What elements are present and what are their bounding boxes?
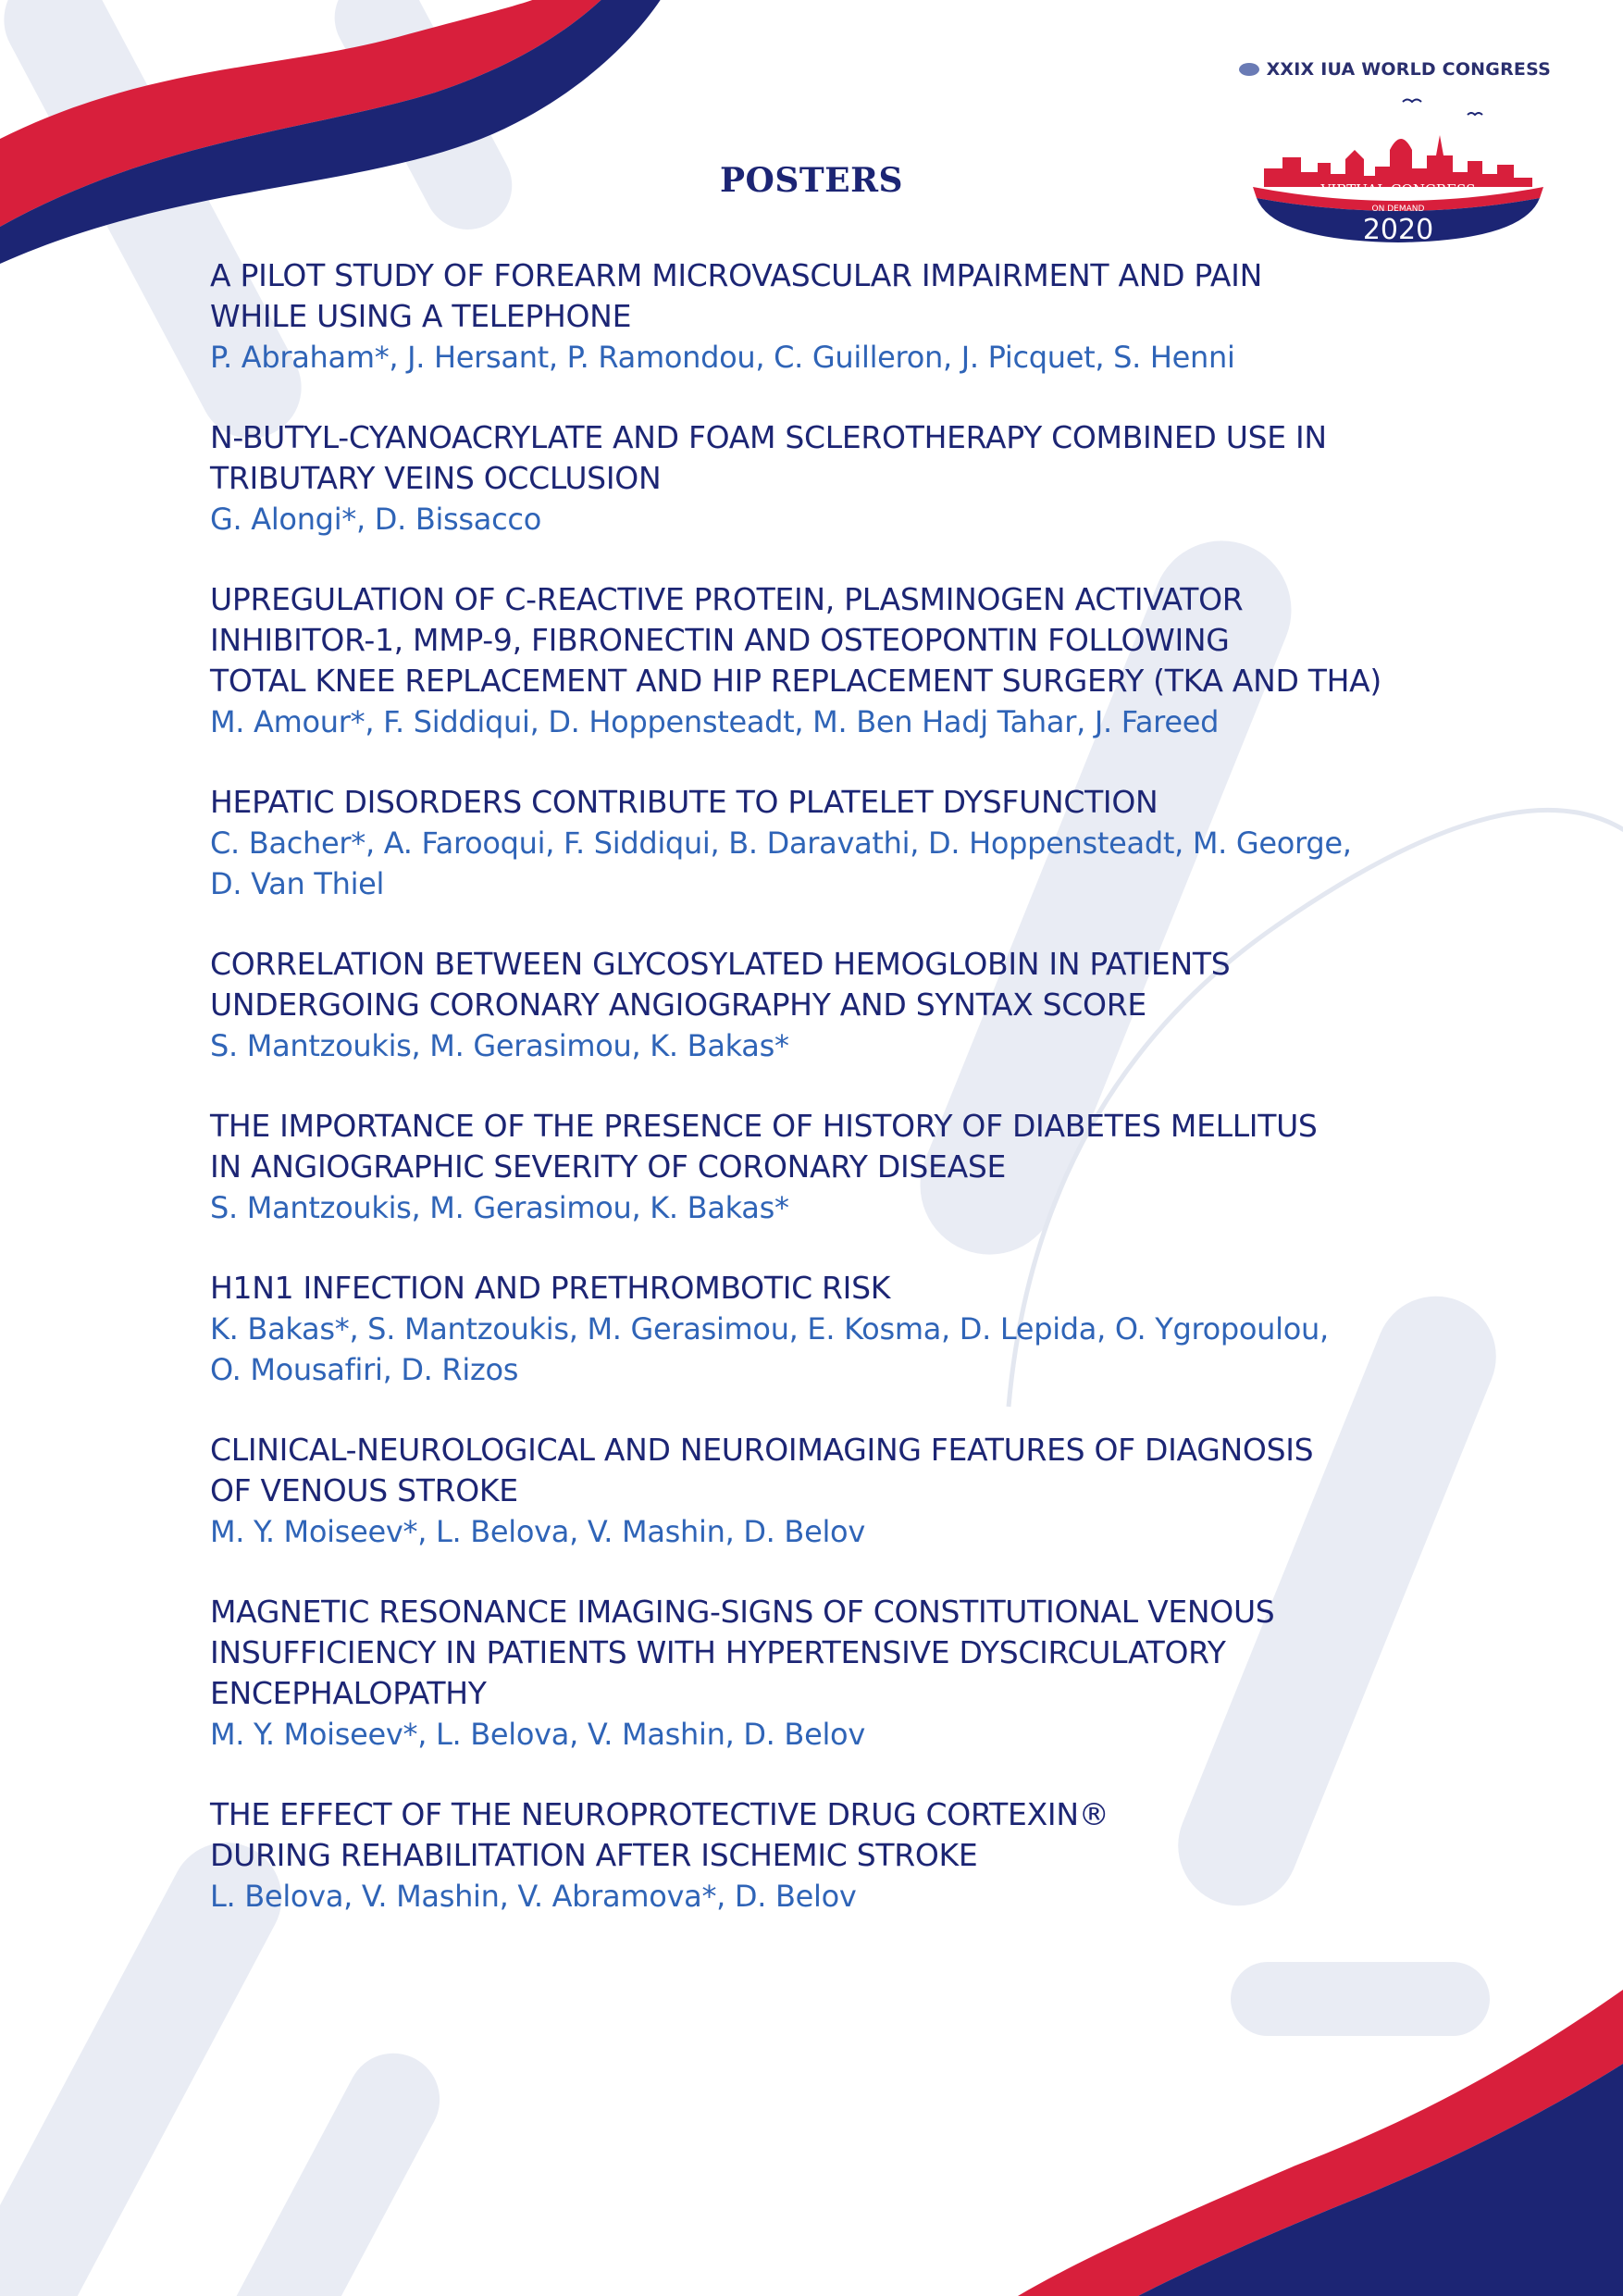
poster-title: THE EFFECT OF THE NEUROPROTECTIVE DRUG CORTEXIN® DURING REHABILITATION AFTER ISCHEMIC STROKE (210, 1796, 1109, 1873)
logo-year: 2020 (1362, 214, 1434, 242)
poster-entry (210, 579, 1524, 742)
globe-icon (1239, 63, 1259, 76)
logo-virtual-congress: VIRTUAL CONGRESS (1320, 181, 1476, 198)
poster-title: N-BUTYL-CYANOACRYLATE AND FOAM SCLEROTHERAPY COMBINED USE IN TRIBUTARY VEINS OCCLUSION (210, 419, 1327, 496)
logo-title-text: XXIX IUA WORLD CONGRESS (1266, 59, 1551, 80)
poster-authors: M. Y. Moiseev*, L. Belova, V. Mashin, D. Belov (210, 1717, 865, 1752)
poster-title: H1N1 INFECTION AND PRETHROMBOTIC RISK (210, 1270, 891, 1306)
section-title: POSTERS (719, 161, 904, 200)
poster-authors: M. Amour*, F. Siddiqui, D. Hoppensteadt, M. Ben Hadj Tahar, J. Fareed (210, 704, 1220, 739)
poster-entry (210, 944, 1524, 1066)
logo-title (1239, 59, 1551, 80)
logo-on-demand: ON DEMAND (1371, 205, 1425, 214)
poster-title: HEPATIC DISORDERS CONTRIBUTE TO PLATELET DYSFUNCTION (210, 784, 1158, 820)
poster-entry (210, 1268, 1524, 1390)
congress-logo (1236, 57, 1551, 242)
poster-title: MAGNETIC RESONANCE IMAGING-SIGNS OF CONSTITUTIONAL VENOUS INSUFFICIENCY IN PATIENTS WITH HYPERTENSIVE DYSCIRCULATORY ENCEPHALOPATHY (210, 1594, 1275, 1711)
poster-entry (210, 782, 1524, 904)
poster-entry (210, 417, 1524, 540)
poster-title: A PILOT STUDY OF FOREARM MICROVASCULAR IMPAIRMENT AND PAIN WHILE USING A TELEPHONE (210, 257, 1263, 334)
poster-authors: P. Abraham*, J. Hersant, P. Ramondou, C. Guilleron, J. Picquet, S. Henni (210, 340, 1235, 375)
poster-title: CLINICAL-NEUROLOGICAL AND NEUROIMAGING FEATURES OF DIAGNOSIS OF VENOUS STROKE (210, 1432, 1314, 1508)
poster-title: UPREGULATION OF C-REACTIVE PROTEIN, PLASMINOGEN ACTIVATOR INHIBITOR-1, MMP-9, FIBRONECTIN AND OSTEOPONTIN FOLLOWING TOTAL KNEE REPLACEMENT AND HIP REPLACEMENT SURGERY (TKA AND THA) (210, 581, 1381, 699)
poster-entry (210, 1106, 1524, 1228)
poster-authors: S. Mantzoukis, M. Gerasimou, K. Bakas* (210, 1190, 789, 1225)
poster-entry (210, 1794, 1524, 1917)
poster-authors: S. Mantzoukis, M. Gerasimou, K. Bakas* (210, 1028, 789, 1063)
poster-entry (210, 1430, 1524, 1552)
poster-authors: G. Alongi*, D. Bissacco (210, 502, 541, 537)
poster-authors: M. Y. Moiseev*, L. Belova, V. Mashin, D. Belov (210, 1514, 865, 1549)
poster-authors: L. Belova, V. Mashin, V. Abramova*, D. Belov (210, 1879, 857, 1914)
poster-title: THE IMPORTANCE OF THE PRESENCE OF HISTORY OF DIABETES MELLITUS IN ANGIOGRAPHIC SEVERITY OF CORONARY DISEASE (210, 1108, 1318, 1185)
poster-authors: C. Bacher*, A. Farooqui, F. Siddiqui, B. Daravathi, D. Hoppensteadt, M. George, D. Van Thiel (210, 825, 1352, 901)
poster-list (210, 255, 1524, 1956)
poster-authors: K. Bakas*, S. Mantzoukis, M. Gerasimou, E. Kosma, D. Lepida, O. Ygropoulou, O. Mousafiri, D. Rizos (210, 1311, 1329, 1387)
poster-entry (210, 1592, 1524, 1755)
poster-title: CORRELATION BETWEEN GLYCOSYLATED HEMOGLOBIN IN PATIENTS UNDERGOING CORONARY ANGIOGRAPHY AND SYNTAX SCORE (210, 946, 1231, 1023)
poster-entry (210, 255, 1524, 378)
